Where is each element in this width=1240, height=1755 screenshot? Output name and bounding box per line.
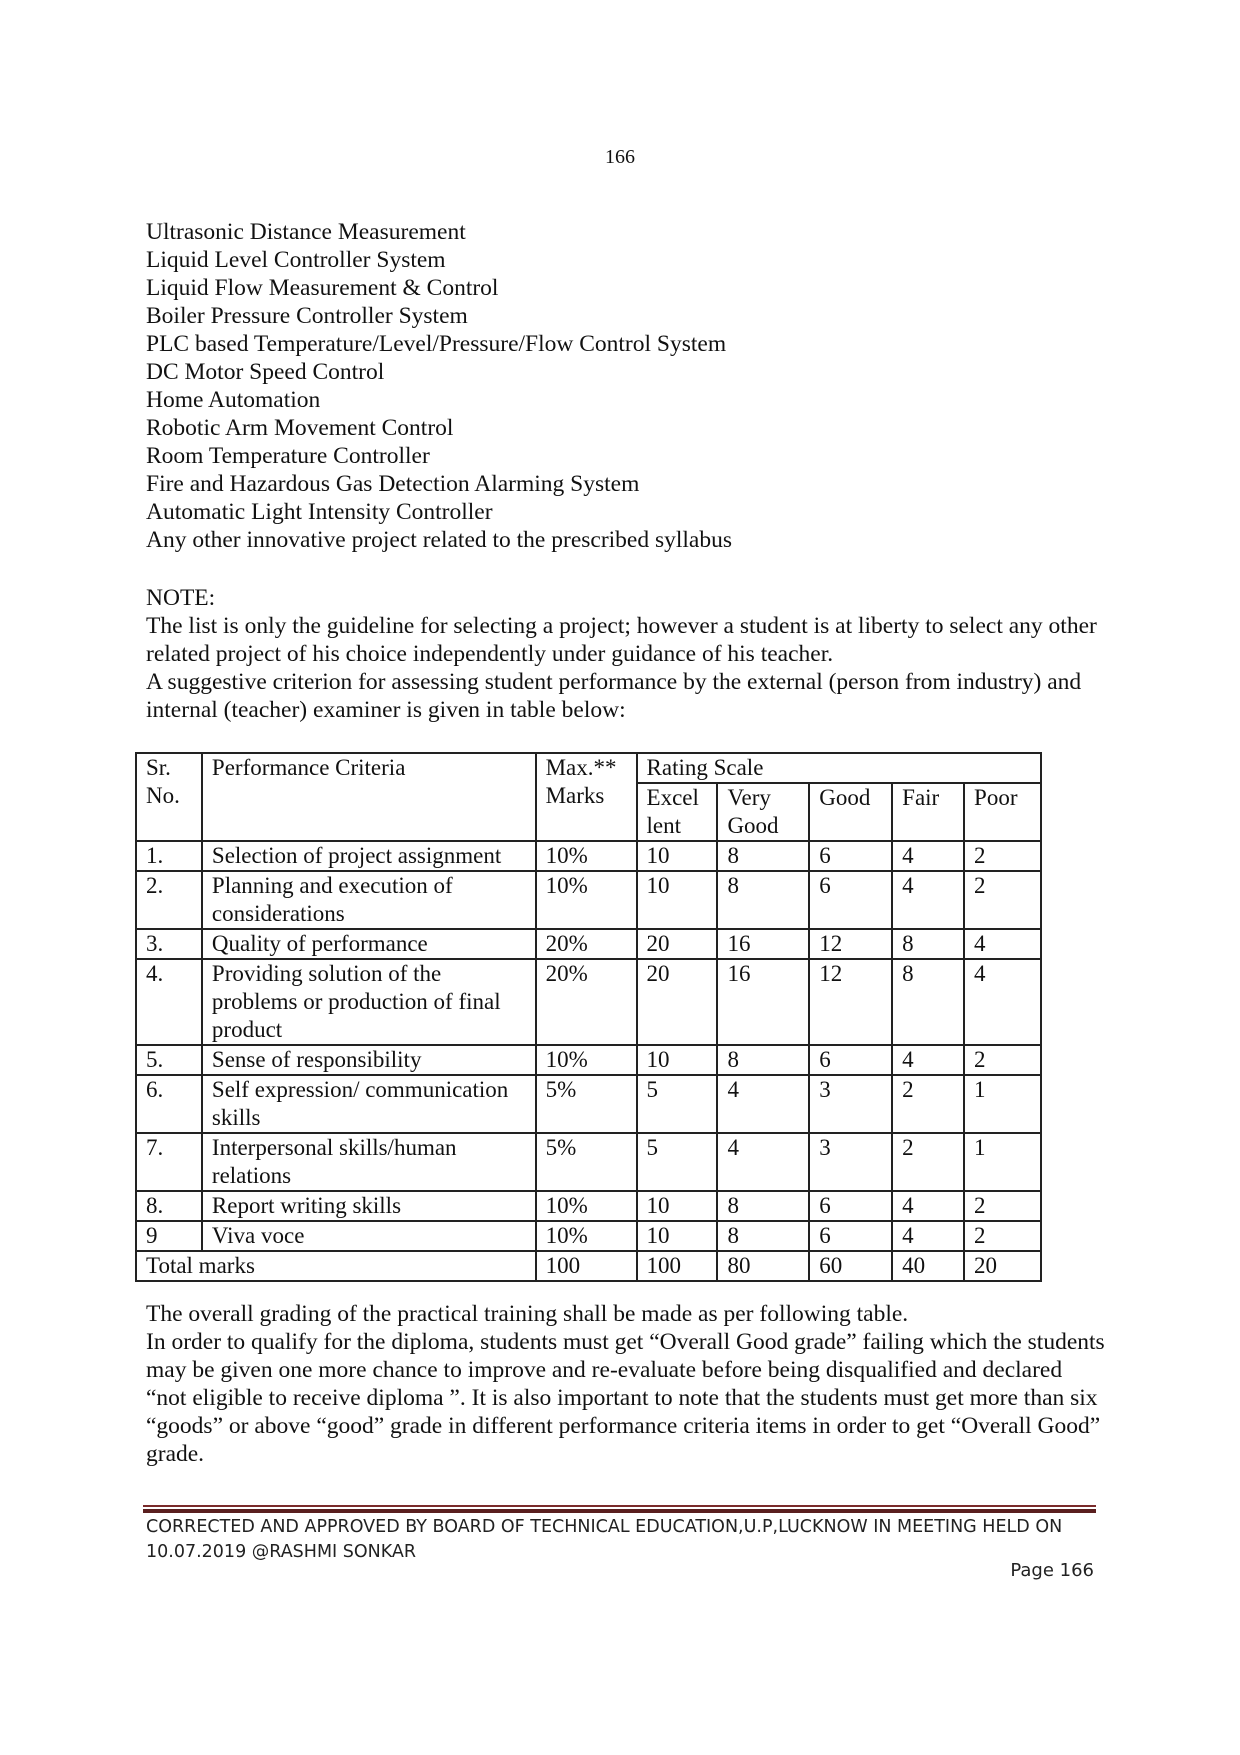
table-cell: 6. — [136, 1075, 202, 1133]
table-cell: 2 — [892, 1133, 964, 1191]
table-cell: 2 — [964, 841, 1041, 871]
table-cell: 10% — [536, 1221, 637, 1251]
table-cell: 6 — [809, 1221, 892, 1251]
table-cell: 10 — [637, 871, 718, 929]
table-row — [136, 1191, 1041, 1221]
table-cell: 3. — [136, 929, 202, 959]
header-sr: Sr. No. — [136, 753, 202, 841]
table-cell: 3 — [809, 1133, 892, 1191]
table-cell: 16 — [717, 959, 809, 1045]
list-item: PLC based Temperature/Level/Pressure/Flow Control System — [146, 331, 727, 357]
note-paragraph: A suggestive criterion for assessing student performance by the external (person from industry) and internal (teacher) examiner is given in table below: — [146, 669, 1082, 723]
table-cell: 4 — [717, 1133, 809, 1191]
table-cell: 20 — [637, 959, 718, 1045]
table-cell: 4 — [717, 1075, 809, 1133]
table-cell: 10% — [536, 841, 637, 871]
table-cell: Viva voce — [202, 1221, 536, 1251]
table-row — [136, 871, 1041, 929]
table-cell: 4 — [892, 871, 964, 929]
table-cell: 6 — [809, 871, 892, 929]
table-cell: 1. — [136, 841, 202, 871]
table-cell: 4 — [964, 929, 1041, 959]
list-item: DC Motor Speed Control — [146, 359, 385, 385]
table-row — [136, 1045, 1041, 1075]
table-cell: 6 — [809, 1191, 892, 1221]
header-fair: Fair — [892, 783, 964, 841]
table-cell: Providing solution of the problems or production of final product — [202, 959, 536, 1045]
table-cell: 8 — [717, 1191, 809, 1221]
table-cell: 16 — [717, 929, 809, 959]
footer-text: CORRECTED AND APPROVED BY BOARD OF TECHNICAL EDUCATION,U.P,LUCKNOW IN MEETING HELD ON 10.07.2019 @RASHMI SONKAR — [146, 1517, 1063, 1562]
table-cell: 5. — [136, 1045, 202, 1075]
table-cell: 2 — [964, 871, 1041, 929]
table-cell: 4 — [892, 1045, 964, 1075]
list-item: Fire and Hazardous Gas Detection Alarming System — [146, 471, 640, 497]
table-cell: 4 — [892, 1221, 964, 1251]
table-cell: 2 — [964, 1221, 1041, 1251]
table-row — [136, 959, 1041, 1045]
table-row — [136, 1221, 1041, 1251]
list-item: Home Automation — [146, 387, 321, 413]
table-cell: 20% — [536, 929, 637, 959]
header-very-good: Very Good — [717, 783, 809, 841]
note-paragraph: The list is only the guideline for selecting a project; however a student is at liberty to select any other related project of his choice independently under guidance of his teacher. — [146, 613, 1097, 667]
list-item: Room Temperature Controller — [146, 443, 430, 469]
table-cell: Total marks — [136, 1251, 536, 1281]
table-total-row — [136, 1251, 1041, 1281]
table-cell: 8 — [717, 871, 809, 929]
header-good: Good — [809, 783, 892, 841]
table-cell: 1 — [964, 1133, 1041, 1191]
list-item: Boiler Pressure Controller System — [146, 303, 468, 329]
table-cell: Quality of performance — [202, 929, 536, 959]
table-cell: 10 — [637, 1221, 718, 1251]
table-cell: 8 — [717, 841, 809, 871]
list-item: Automatic Light Intensity Controller — [146, 499, 493, 525]
table-cell: 20% — [536, 959, 637, 1045]
table-cell: 10 — [637, 1045, 718, 1075]
table-cell: 2 — [964, 1191, 1041, 1221]
table-cell: Sense of responsibility — [202, 1045, 536, 1075]
table-cell: Planning and execution of considerations — [202, 871, 536, 929]
table-cell: 100 — [637, 1251, 718, 1281]
table-cell: 8. — [136, 1191, 202, 1221]
table-body — [136, 841, 1041, 1251]
note-heading: NOTE: — [146, 585, 216, 611]
note-section — [146, 584, 1106, 724]
table-cell: Report writing skills — [202, 1191, 536, 1221]
header-rating-scale: Rating Scale — [637, 753, 1041, 783]
table-cell: 4. — [136, 959, 202, 1045]
table-cell: 2 — [964, 1045, 1041, 1075]
table-cell: 20 — [964, 1251, 1041, 1281]
table-cell: 10% — [536, 871, 637, 929]
page-number-top: 166 — [605, 146, 635, 168]
project-list — [146, 218, 732, 554]
footer-divider — [143, 1509, 1096, 1513]
table-header-row — [136, 753, 1041, 783]
table-cell: 4 — [892, 1191, 964, 1221]
table-cell: 2. — [136, 871, 202, 929]
grading-paragraph: The overall grading of the practical training shall be made as per following table. — [146, 1301, 909, 1327]
table-cell: 5 — [637, 1075, 718, 1133]
table-cell: 6 — [809, 841, 892, 871]
table-cell: 100 — [536, 1251, 637, 1281]
table-cell: 2 — [892, 1075, 964, 1133]
header-criteria: Performance Criteria — [202, 753, 536, 841]
table-row — [136, 929, 1041, 959]
table-cell: 4 — [892, 841, 964, 871]
table-cell: 6 — [809, 1045, 892, 1075]
table-cell: 8 — [892, 929, 964, 959]
table-row — [136, 841, 1041, 871]
table-cell: 10 — [637, 1191, 718, 1221]
list-item: Liquid Level Controller System — [146, 247, 446, 273]
list-item: Any other innovative project related to the prescribed syllabus — [146, 527, 733, 553]
table-cell: 8 — [717, 1045, 809, 1075]
table-cell: 10 — [637, 841, 718, 871]
grading-paragraph: In order to qualify for the diploma, students must get “Overall Good grade” failing which the students may be given one more chance to improve and re-evaluate before being disqualified and declared “not eligible to receive diploma ”. It is also important to note that the students must get more than six “goods” or above “good” grade in different performance criteria items in order to get “Overall Good” grade. — [146, 1329, 1105, 1467]
table-cell: 5 — [637, 1133, 718, 1191]
table-cell: Interpersonal skills/human relations — [202, 1133, 536, 1191]
assessment-table — [135, 752, 1042, 1282]
list-item: Liquid Flow Measurement & Control — [146, 275, 499, 301]
table-cell: Selection of project assignment — [202, 841, 536, 871]
table-cell: 60 — [809, 1251, 892, 1281]
table-cell: 20 — [637, 929, 718, 959]
table-row — [136, 1075, 1041, 1133]
table-cell: 40 — [892, 1251, 964, 1281]
footer-page-number: Page 166 — [1010, 1560, 1094, 1581]
table-cell: 12 — [809, 959, 892, 1045]
table-cell: 8 — [717, 1221, 809, 1251]
header-max-marks: Max.** Marks — [536, 753, 637, 841]
table-cell: 4 — [964, 959, 1041, 1045]
table-cell: 8 — [892, 959, 964, 1045]
table-cell: 10% — [536, 1045, 637, 1075]
table-cell: 80 — [717, 1251, 809, 1281]
grading-section — [146, 1300, 1106, 1468]
footer-divider — [143, 1505, 1096, 1507]
table-cell: 5% — [536, 1075, 637, 1133]
table-cell: 12 — [809, 929, 892, 959]
table-cell: 10% — [536, 1191, 637, 1221]
table-cell: 1 — [964, 1075, 1041, 1133]
header-poor: Poor — [964, 783, 1041, 841]
header-excellent: Excel lent — [637, 783, 718, 841]
table-cell: 7. — [136, 1133, 202, 1191]
table-cell: 5% — [536, 1133, 637, 1191]
table-cell: Self expression/ communication skills — [202, 1075, 536, 1133]
table-cell: 9 — [136, 1221, 202, 1251]
table-cell: 3 — [809, 1075, 892, 1133]
table-row — [136, 1133, 1041, 1191]
list-item: Robotic Arm Movement Control — [146, 415, 454, 441]
list-item: Ultrasonic Distance Measurement — [146, 219, 466, 245]
